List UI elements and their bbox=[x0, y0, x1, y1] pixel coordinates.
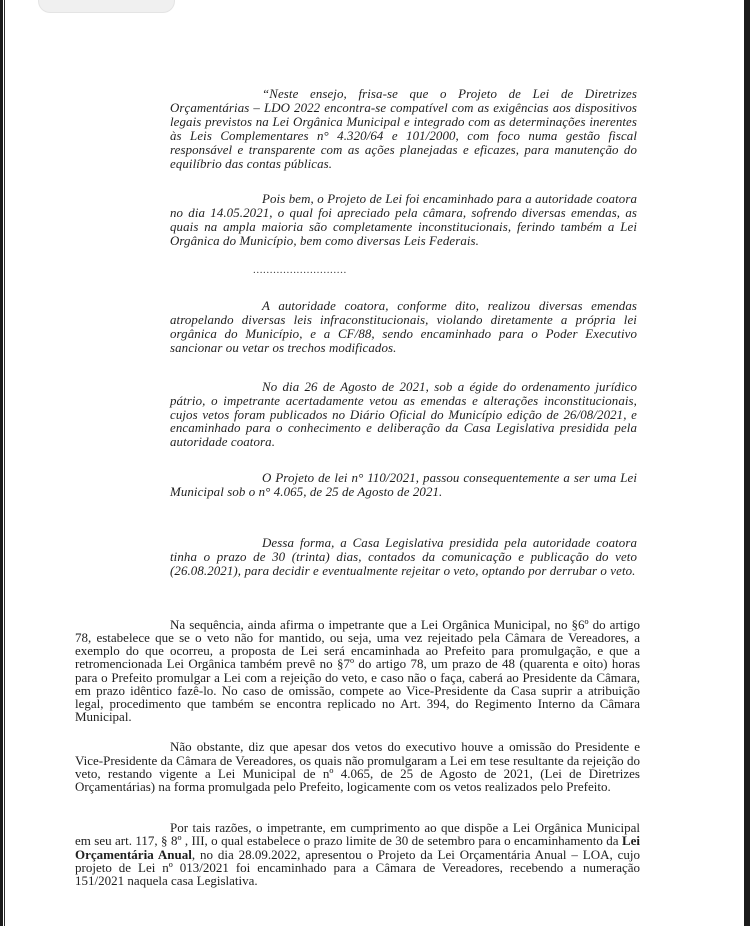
text-run: ............................ bbox=[253, 264, 347, 277]
text-run: , no dia 28.09.2022, apresentou o Projeto da Lei Orçamentária Anual – LOA, cujo projeto de Lei nº 013/2021 foi encaminhado para a Câmara de Vereadores, recebendo a numeração 151/2021 naquela casa Legislativa. bbox=[75, 846, 640, 888]
text-run: Por tais razões, o impetrante, em cumprimento ao que dispõe a Lei Orgânica Municipal em seu art. 117, § 8º , III, o qual estabelece o prazo limite de 30 de setembro para o encaminhamento da bbox=[75, 820, 640, 849]
quoted-paragraph bbox=[170, 193, 637, 249]
bold-text-run: Lei Orçamentária Anual bbox=[75, 833, 640, 862]
quoted-paragraph bbox=[170, 88, 637, 171]
quoted-paragraph bbox=[170, 300, 637, 356]
body-paragraph bbox=[75, 740, 640, 793]
dots-separator bbox=[253, 265, 750, 276]
text-run: Não obstante, diz que apesar dos vetos do executivo houve a omissão do Presidente e Vice-Presidente da Câmara de Vereadores, os quais não promulgaram a Lei em tese resultante da rejeição do veto, restando vigente a Lei Municipal de nº 4.065, de 25 de Agosto de 2021, (Lei de Diretrizes Orçamentárias) na forma promulgada pelo Prefeito, logicamente com os vetos realizados pelo Prefeito. bbox=[75, 739, 640, 794]
text-run: Dessa forma, a Casa Legislativa presidida pela autoridade coatora tinha o prazo de 30 (trinta) dias, contados da comunicação e publicação do veto (26.08.2021), para decidir e eventualmente rejeitar o veto, optando por derrubar o veto. bbox=[170, 536, 637, 578]
text-run: No dia 26 de Agosto de 2021, sob a égide do ordenamento jurídico pátrio, o impetrante acertadamente vetou as emendas e alterações inconstitucionais, cujos vetos foram publicados no Diário Oficial do Município edição de 26/08/2021, e encaminhado para o conhecimento e deliberação da Casa Legislativa presidida pela autoridade coatora. bbox=[170, 379, 637, 450]
body-paragraph bbox=[75, 618, 640, 724]
body-paragraph bbox=[75, 821, 640, 887]
text-run: Pois bem, o Projeto de Lei foi encaminhado para a autoridade coatora no dia 14.05.2021, o qual foi apreciado pela câmara, sofrendo diversas emendas, as quais na ampla maioria são completamente inconstitucionais, ferindo também a Lei Orgânica do Município, bem como diversas Leis Federais. bbox=[170, 192, 637, 249]
text-run: O Projeto de lei n° 110/2021, passou consequentemente a ser uma Lei Municipal sob o n° 4.065, de 25 de Agosto de 2021. bbox=[170, 471, 637, 500]
quoted-paragraph bbox=[170, 381, 637, 451]
text-run: “Neste ensejo, frisa-se que o Projeto de Lei de Diretrizes Orçamentárias – LDO 2022 encontra-se compatível com as exigências aos dispositivos legais previstos na Lei Orgânica Municipal e integrado com as determinações inerentes às Leis Complementares n° 4.320/64 e 101/2000, com foco numa gestão fiscal responsável e transparente com as ações planejadas e eficazes, para manutenção do equilíbrio das contas públicas. bbox=[170, 87, 637, 171]
text-run: A autoridade coatora, conforme dito, realizou diversas emendas atropelando diversas leis infraconstitucionais, violando diretamente a própria lei orgânica do Município, e a CF/88, sendo encaminhado para o Poder Executivo sancionar ou vetar os trechos modificados. bbox=[170, 299, 637, 355]
quoted-paragraph bbox=[170, 537, 637, 579]
quoted-paragraph bbox=[170, 472, 637, 500]
text-run: Na sequência, ainda afirma o impetrante que a Lei Orgânica Municipal, no §6º do artigo 78, estabelece que se o veto não for mantido, ou seja, uma vez rejeitado pela Câmara de Vereadores, a exemplo do que ocorreu, a proposta de Lei será encaminhada ao Prefeito para promulgação, e que a retromencionada Lei Orgânica também prevê no §7º do artigo 78, um prazo de 48 (quarenta e oito) horas para o Prefeito promulgar a Lei com a rejeição do veto, e caso não o faça, caberá ao Presidente da Câmara, em prazo idêntico fazê-lo. No caso de omissão, compete ao Vice-Presidente da Casa suprir a atribuição legal, procedimento que também se encontra replicado no Art. 394, do Regimento Interno da Câmara Municipal. bbox=[75, 616, 640, 725]
